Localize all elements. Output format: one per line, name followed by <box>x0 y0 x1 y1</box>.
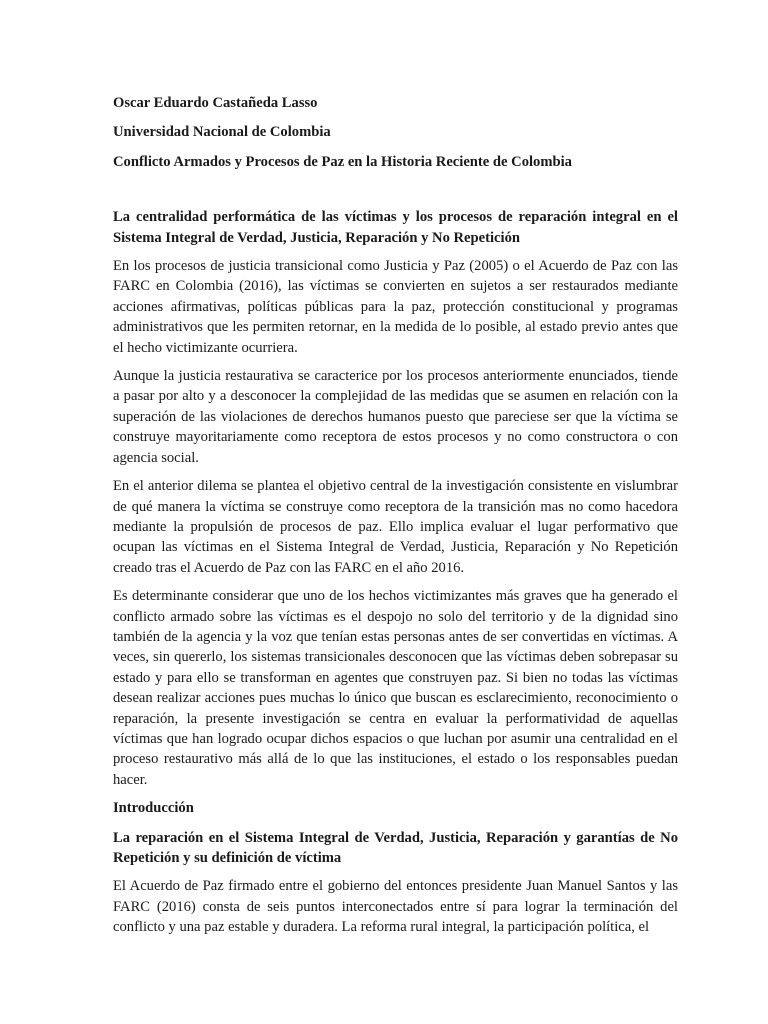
body-paragraph: En los procesos de justicia transicional como Justicia y Paz (2005) o el Acuerdo de Paz con las FARC en Colombia (2016), las víctimas se convierten en sujetos a ser restaurados mediante acciones afirmativas, políticas públicas para la paz, protección constitucional y programas administrativos que les permiten retornar, en la medida de lo posible, al estado previo antes que el hecho victimizante ocurriera. <box>113 258 678 356</box>
subsection-title: La reparación en el Sistema Integral de Verdad, Justicia, Reparación y garantías de No Repetición y su definición de víctima <box>113 829 678 866</box>
body-paragraph: En el anterior dilema se plantea el objetivo central de la investigación consistente en vislumbrar de qué manera la víctima se construye como receptora de la transición mas no como hacedora mediante la propulsión de procesos de paz. Ello implica evaluar el lugar performativo que ocupan las víctimas en el Sistema Integral de Verdad, Justicia, Reparación y No Repetición creado tras el Acuerdo de Paz con las FARC en el año 2016. <box>113 478 678 576</box>
body-paragraph: Es determinante considerar que uno de los hechos victimizantes más graves que ha generado el conflicto armado sobre las víctimas es el despojo no solo del territorio y de la dignidad sino también de la agencia y la voz que tenían estas personas antes de ser convertidas en víctimas. A veces, sin quererlo, los sistemas transicionales desconocen que las víctimas deben sobrepasar su estado y para ello se transforman en agentes que construyen paz. Si bien no todas las víctimas desean realizar acciones pues muchas lo único que buscan es esclarecimiento, reconocimiento o reparación, la presente investigación se centra en evaluar la performatividad de aquellas víctimas que han logrado ocupar dichos espacios o que luchan por asumir una centralidad en el proceso restaurativo más allá de lo que las instituciones, el estado o los responsables puedan hacer. <box>113 588 678 788</box>
university-name: Universidad Nacional de Colombia <box>113 124 331 141</box>
introduction-heading: Introducción <box>113 800 194 817</box>
document-title: La centralidad performática de las víctimas y los procesos de reparación integral en el Sistema Integral de Verdad, Justicia, Reparación y No Repetición <box>113 209 678 246</box>
course-name: Conflicto Armados y Procesos de Paz en la Historia Reciente de Colombia <box>113 153 572 170</box>
body-paragraph: Aunque la justicia restaurativa se caracterice por los procesos anteriormente enunciados, tiende a pasar por alto y a desconocer la complejidad de las medidas que se asumen en relación con la superación de las violaciones de derechos humanos puesto que pareciese ser que la víctima se construye mayoritariamente como receptora de estos procesos y no como constructora o con agencia social. <box>113 368 678 466</box>
author-name: Oscar Eduardo Castañeda Lasso <box>113 95 318 111</box>
subsection-paragraph: El Acuerdo de Paz firmado entre el gobierno del entonces presidente Juan Manuel Santos y las FARC (2016) consta de seis puntos interconectados entre sí para lograr la terminación del conflicto y una paz estable y duradera. La reforma rural integral, la participación política, el <box>113 878 678 936</box>
document-page <box>113 93 678 946</box>
